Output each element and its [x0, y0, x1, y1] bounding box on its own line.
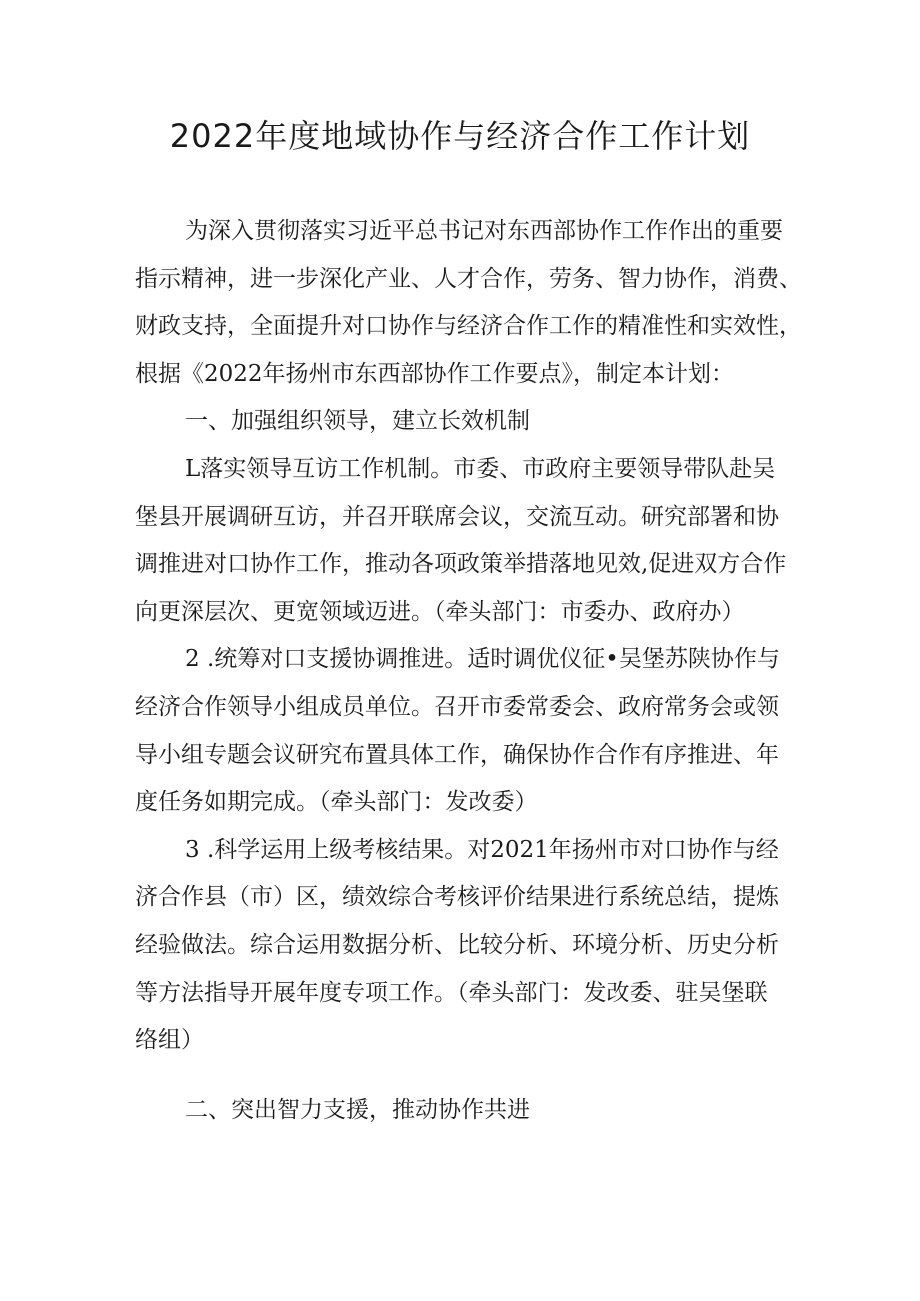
item-2-line-1: 2 .统筹对口支援协调推进。适时调优仪征•吴堡苏陕协作与 — [185, 646, 780, 673]
item-2-line-4: 度任务如期完成。（牵头部门：发改委） — [135, 789, 538, 816]
item-2-line-2: 经济合作领导小组成员单位。召开市委常委会、政府常务会或领 — [135, 693, 779, 720]
paragraph-intro-line-2: 指示精神，进一步深化产业、人才合作，劳务、智力协作，消费、 — [135, 265, 802, 292]
item-3-line-1: 3 .科学运用上级考核结果。对2021年扬州市对口协作与经 — [185, 836, 779, 863]
item-3-line-3: 经验做法。综合运用数据分析、比较分析、环境分析、历史分析 — [135, 931, 779, 958]
document-title: 2022年度地域协作与经济合作工作计划 — [169, 117, 751, 155]
item-1-line-2: 堡县开展调研互访，并召开联席会议，交流互动。研究部署和协 — [135, 503, 779, 530]
section-heading-1: 一、加强组织领导，建立长效机制 — [185, 408, 530, 435]
item-1-line-1: L落实领导互访工作机制。市委、市政府主要领导带队赴吴 — [185, 455, 776, 482]
section-heading-2: 二、突出智力支援，推动协作共进 — [185, 1096, 530, 1123]
item-2-line-3: 导小组专题会议研究布置具体工作，确保协作合作有序推进、年 — [135, 741, 779, 768]
item-1-line-4: 向更深层次、更宽领域迈进。（牵头部门：市委办、政府办） — [135, 598, 745, 625]
item-3-line-2: 济合作县（市）区，绩效综合考核评价结果进行系统总结，提炼 — [135, 884, 779, 911]
item-1-line-3: 调推进对口协作工作，推动各项政策举措落地见效,促进双方合作 — [135, 551, 787, 578]
item-3-line-4: 等方法指导开展年度专项工作。（牵头部门：发改委、驻吴堡联 — [135, 979, 768, 1006]
document-body — [135, 208, 805, 1134]
paragraph-intro-line-3: 财政支持，全面提升对口协作与经济合作工作的精准性和实效性， — [135, 313, 802, 340]
paragraph-intro-line-1: 为深入贯彻落实习近平总书记对东西部协作工作作出的重要 — [185, 218, 783, 244]
section-spacer — [135, 1065, 805, 1087]
paragraph-intro-line-4: 根据《2022年扬州市东西部协作工作要点》，制定本计划： — [135, 360, 735, 387]
item-3-line-5: 络组） — [135, 1027, 204, 1054]
